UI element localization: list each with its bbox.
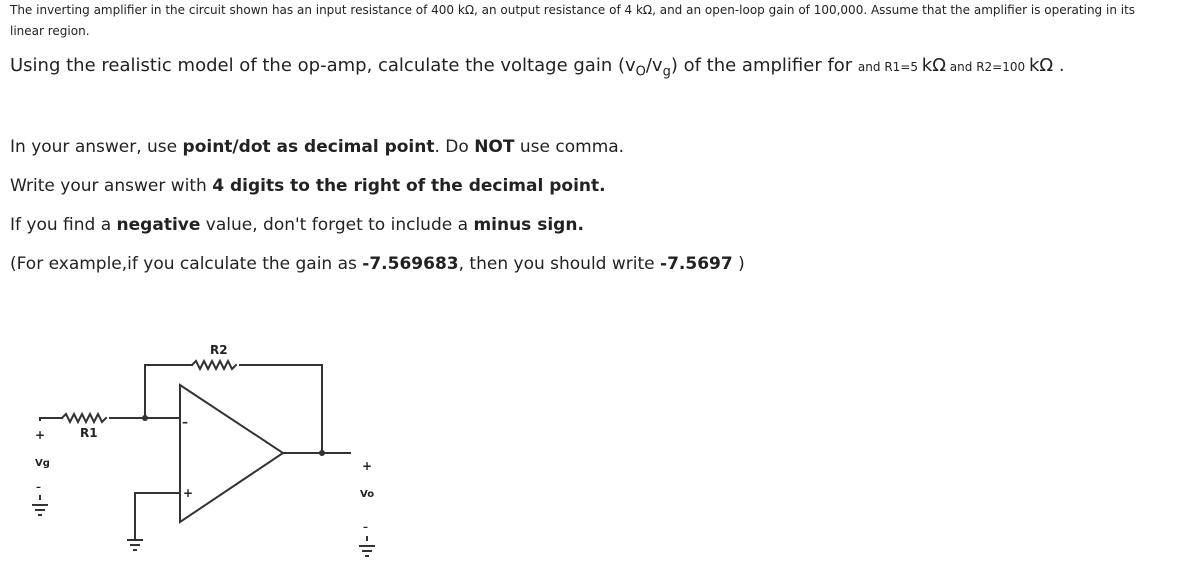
instruction-text: , then you should write: [458, 254, 661, 274]
ground-icon: [127, 540, 143, 550]
question-kohm-a: kΩ: [921, 55, 946, 76]
instruction-decimal-point: [10, 135, 1170, 159]
ground-icon: [359, 546, 375, 556]
instruction-text: ): [732, 254, 745, 274]
question-r2-value: and R2=100: [945, 60, 1029, 74]
ground-icon: [32, 505, 48, 515]
instruction-text: value, don't forget to include a: [200, 215, 474, 235]
r1-label: R1: [80, 426, 98, 440]
instruction-text: . Do: [434, 137, 475, 157]
vg-minus: –: [36, 482, 41, 493]
instruction-text: In your answer, use: [10, 137, 183, 157]
op-amp-triangle: [180, 385, 283, 522]
question-slash: /v: [645, 55, 663, 76]
instruction-bold: point/dot as decimal point: [182, 137, 435, 157]
problem-intro: The inverting amplifier in the circuit shown has an input resistance of 400 kΩ, an output resistance of 4 kΩ, and an open-loop gain of 100,000. Assume that the amplifier is operating in its linear region.: [10, 3, 1136, 38]
feedback-wire: [145, 365, 192, 418]
question-end: .: [1053, 55, 1065, 76]
question-r1-value: and R1=5: [857, 60, 922, 74]
instruction-bold: NOT: [474, 137, 515, 157]
instruction-bold: -7.5697: [660, 254, 733, 274]
r2-resistor: [192, 361, 236, 369]
feedback-wire-right: [240, 365, 322, 453]
instruction-bold: negative: [116, 215, 201, 235]
instruction-negative: [10, 213, 1170, 237]
opamp-minus: –: [182, 415, 188, 429]
vo-label: Vo: [360, 489, 375, 500]
instruction-text: (For example,if you calculate the gain as: [10, 254, 363, 274]
circuit-diagram: [0, 330, 420, 574]
vo-plus: +: [362, 459, 373, 473]
input-wire: [40, 418, 62, 420]
question-text: [10, 53, 1170, 86]
instruction-example: [10, 252, 1170, 276]
opamp-plus: +: [183, 486, 194, 500]
junction-dot: [142, 415, 148, 421]
question-kohm-b: kΩ: [1028, 55, 1054, 76]
question-sub-o: O: [635, 64, 646, 80]
question-prefix: Using the realistic model of the op-amp, calculate the voltage gain (v: [10, 55, 636, 76]
question-sub-g: g: [662, 64, 671, 80]
instruction-digits: [10, 174, 1170, 198]
instruction-bold: -7.569683: [362, 254, 459, 274]
instruction-bold: minus sign.: [473, 215, 584, 235]
vg-plus: +: [35, 428, 46, 442]
junction-dot: [319, 450, 325, 456]
r2-label: R2: [210, 343, 228, 357]
instruction-text: use comma.: [514, 137, 625, 157]
instruction-text: Write your answer with: [10, 176, 213, 196]
instruction-bold: 4 digits to the right of the decimal point.: [212, 176, 606, 196]
instruction-text: If you find a: [10, 215, 117, 235]
vo-minus: –: [363, 522, 368, 533]
question-suffix: ) of the amplifier for: [670, 55, 858, 76]
noninverting-wire: [135, 493, 180, 540]
vg-label: Vg: [35, 458, 50, 469]
r1-resistor: [62, 414, 106, 422]
